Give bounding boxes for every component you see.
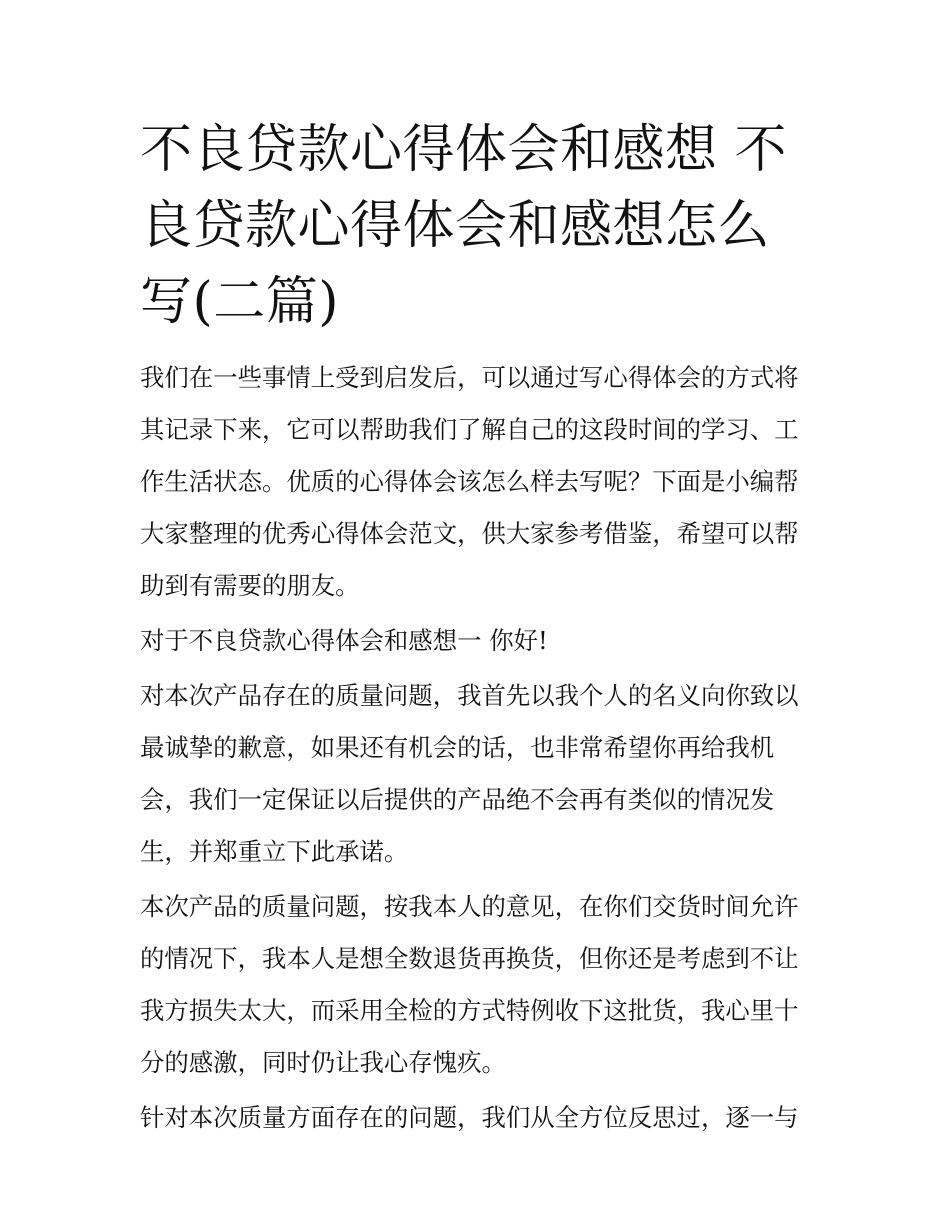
apology-paragraph: 对本次产品存在的质量问题，我首先以我个人的名义向你致以最诚挚的歉意，如果还有机会的话，也非常希望你再给我机会，我们一定保证以后提供的产品绝不会再有类似的情况发生，并郑重立下此承诺。	[140, 681, 799, 866]
section-heading-paragraph: 对于不良贷款心得体会和感想一 你好!	[140, 626, 548, 655]
document-body	[140, 352, 812, 1144]
intro-paragraph: 我们在一些事情上受到启发后，可以通过写心得体会的方式将其记录下来，它可以帮助我们了解自己的这段时间的学习、工作生活状态。优质的心得体会该怎么样去写呢？下面是小编帮大家整理的优秀心得体会范文，供大家参考借鉴，希望可以帮助到有需要的朋友。	[140, 363, 799, 600]
document-page	[140, 112, 812, 1147]
document-title: 不良贷款心得体会和感想 不良贷款心得体会和感想怎么写(二篇)	[140, 120, 788, 332]
reflection-paragraph: 针对本次质量方面存在的问题，我们从全方位反思过，逐一与	[140, 1103, 799, 1132]
quality-issue-paragraph: 本次产品的质量问题，按我本人的意见，在你们交货时间允许的情况下，我本人是想全数退货再换货，但你还是考虑到不让我方损失太大，而采用全检的方式特例收下这批货，我心里十分的感激，同时仍让我心存愧疚。	[140, 892, 799, 1077]
